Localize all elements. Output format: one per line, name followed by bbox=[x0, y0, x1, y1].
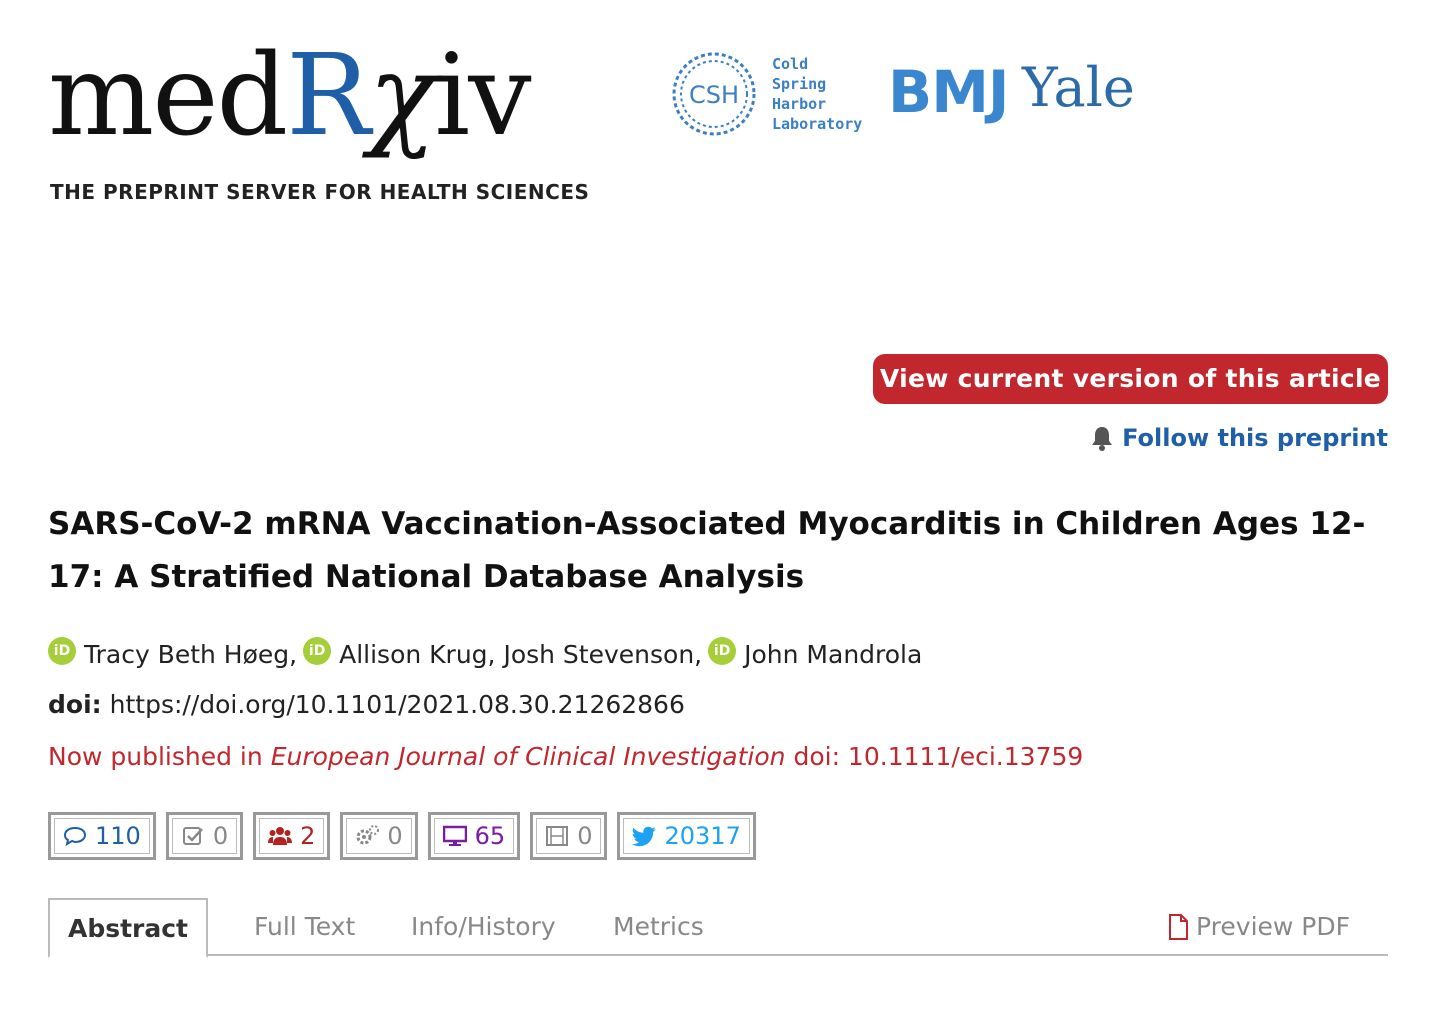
tab-abstract[interactable]: Abstract bbox=[48, 898, 208, 958]
automated-badge[interactable] bbox=[340, 812, 417, 860]
twitter-badge[interactable] bbox=[617, 812, 755, 860]
csh-line: Spring bbox=[772, 75, 827, 93]
film-icon bbox=[545, 824, 569, 848]
author-name[interactable]: John Mandrola bbox=[744, 640, 923, 669]
orcid-icon[interactable]: iD bbox=[48, 637, 76, 665]
metric-badges bbox=[48, 812, 756, 860]
author-name[interactable]: Allison Krug, Josh Stevenson, bbox=[339, 640, 703, 669]
community-badge[interactable] bbox=[253, 812, 330, 860]
orcid-icon[interactable]: iD bbox=[708, 637, 736, 665]
media-count: 65 bbox=[474, 822, 506, 850]
view-current-version-button[interactable]: View current version of this article bbox=[873, 354, 1388, 404]
logo-chi-text: χ bbox=[368, 31, 435, 161]
csh-line: Laboratory bbox=[772, 115, 863, 133]
bmj-logo[interactable]: BMJ bbox=[888, 58, 1009, 126]
yale-logo[interactable]: Yale bbox=[1022, 56, 1135, 119]
csh-name bbox=[772, 54, 862, 134]
comments-count: 110 bbox=[95, 822, 141, 850]
pdf-file-icon bbox=[1168, 914, 1188, 940]
logo-med-text: med bbox=[48, 31, 287, 161]
tagline: THE PREPRINT SERVER FOR HEALTH SCIENCES bbox=[50, 180, 590, 204]
preview-pdf-link[interactable] bbox=[1168, 898, 1350, 956]
logo-iv-text: iv bbox=[434, 31, 530, 161]
published-notice bbox=[48, 742, 1083, 771]
monitor-icon bbox=[443, 824, 467, 848]
reviews-count: 0 bbox=[212, 822, 229, 850]
csh-abbrev: CSH bbox=[688, 81, 740, 109]
gears-icon bbox=[355, 824, 379, 848]
published-prefix: Now published in bbox=[48, 742, 263, 771]
logo-r-text: R bbox=[286, 31, 369, 161]
tab-info-history[interactable]: Info/History bbox=[411, 912, 556, 941]
comments-badge[interactable] bbox=[48, 812, 156, 860]
twitter-icon bbox=[632, 824, 656, 848]
media-badge[interactable] bbox=[428, 812, 521, 860]
doi-label: doi: bbox=[48, 690, 102, 719]
tab-metrics[interactable]: Metrics bbox=[613, 912, 704, 941]
bell-icon bbox=[1090, 425, 1114, 451]
csh-line: Cold bbox=[772, 55, 809, 73]
published-doi-link[interactable]: doi: 10.1111/eci.13759 bbox=[793, 742, 1084, 771]
comment-icon bbox=[63, 824, 87, 848]
reviews-badge[interactable] bbox=[166, 812, 243, 860]
doi-link[interactable]: https://doi.org/10.1101/2021.08.30.21262866 bbox=[109, 690, 685, 719]
users-icon bbox=[268, 824, 292, 848]
csh-line: Harbor bbox=[772, 95, 827, 113]
video-count: 0 bbox=[577, 822, 593, 850]
preview-pdf-label: Preview PDF bbox=[1196, 912, 1350, 941]
author-name[interactable]: Tracy Beth Høeg, bbox=[84, 640, 298, 669]
author-list bbox=[48, 640, 1388, 669]
automated-count: 0 bbox=[387, 822, 403, 850]
article-title: SARS-CoV-2 mRNA Vaccination-Associated Myocarditis in Children Ages 12-17: A Stratified National Database Analysis bbox=[48, 506, 1366, 595]
article-tabs bbox=[48, 898, 1388, 956]
twitter-count: 20317 bbox=[664, 822, 741, 850]
follow-label: Follow this preprint bbox=[1122, 424, 1388, 452]
orcid-icon[interactable]: iD bbox=[303, 637, 331, 665]
doi-line bbox=[48, 690, 685, 719]
video-badge[interactable] bbox=[530, 812, 607, 860]
community-count: 2 bbox=[300, 822, 316, 850]
follow-preprint-link[interactable] bbox=[1090, 424, 1388, 452]
tab-full-text[interactable]: Full Text bbox=[254, 912, 356, 941]
checkbox-icon bbox=[181, 824, 205, 848]
medrxiv-logo[interactable] bbox=[48, 31, 530, 161]
journal-link[interactable]: European Journal of Clinical Investigation bbox=[270, 742, 786, 771]
